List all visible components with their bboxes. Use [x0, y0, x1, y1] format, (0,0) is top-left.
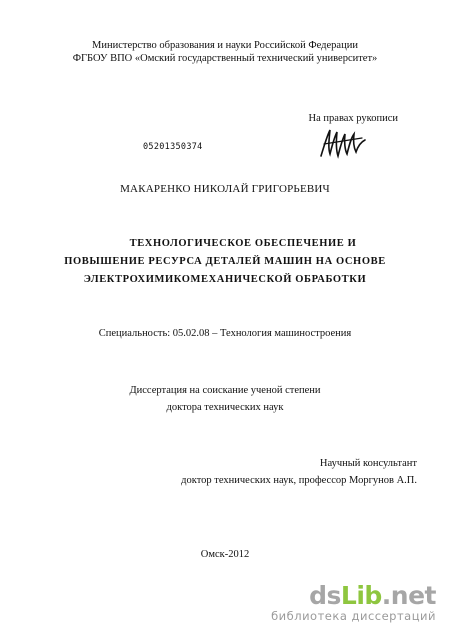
- consultant-name: доктор технических наук, профессор Моргунов А.П.: [181, 475, 417, 486]
- watermark-logo-part-2: Lib: [340, 581, 382, 610]
- city-year: Омск-2012: [200, 549, 250, 560]
- consultant-heading: Научный консультант: [319, 458, 417, 469]
- thesis-title-line-2: ПОВЫШЕНИЕ РЕСУРСА ДЕТАЛЕЙ МАШИН НА ОСНОВЕ: [64, 256, 386, 267]
- dissertation-degree-line-1: Диссертация на соискание ученой степени: [129, 385, 321, 396]
- specialty-line: Специальность: 05.02.08 – Технология машиностроения: [98, 328, 352, 339]
- university-line: ФГБОУ ВПО «Омский государственный технический университет»: [72, 53, 378, 64]
- author-name: МАКАРЕНКО НИКОЛАЙ ГРИГОРЬЕВИЧ: [120, 183, 330, 195]
- handwritten-signature: [318, 126, 368, 160]
- watermark-logo: [309, 581, 436, 610]
- dissertation-degree-line-2: доктора технических наук: [166, 402, 284, 413]
- registration-code: 05201350374: [143, 142, 203, 152]
- thesis-title-line-1: ТЕХНОЛОГИЧЕСКОЕ ОБЕСПЕЧЕНИЕ И: [129, 238, 357, 249]
- watermark-logo-part-1: ds: [309, 581, 341, 610]
- ministry-line: Министерство образования и науки Российской Федерации: [92, 40, 358, 51]
- dslib-watermark: [246, 581, 436, 623]
- watermark-logo-part-3: .net: [381, 581, 436, 610]
- thesis-title-line-3: ЭЛЕКТРОХИМИКОМЕХАНИЧЕСКОЙ ОБРАБОТКИ: [83, 274, 367, 285]
- watermark-subtitle: библиотека диссертаций: [271, 609, 436, 623]
- manuscript-rights-note: На правах рукописи: [308, 113, 398, 124]
